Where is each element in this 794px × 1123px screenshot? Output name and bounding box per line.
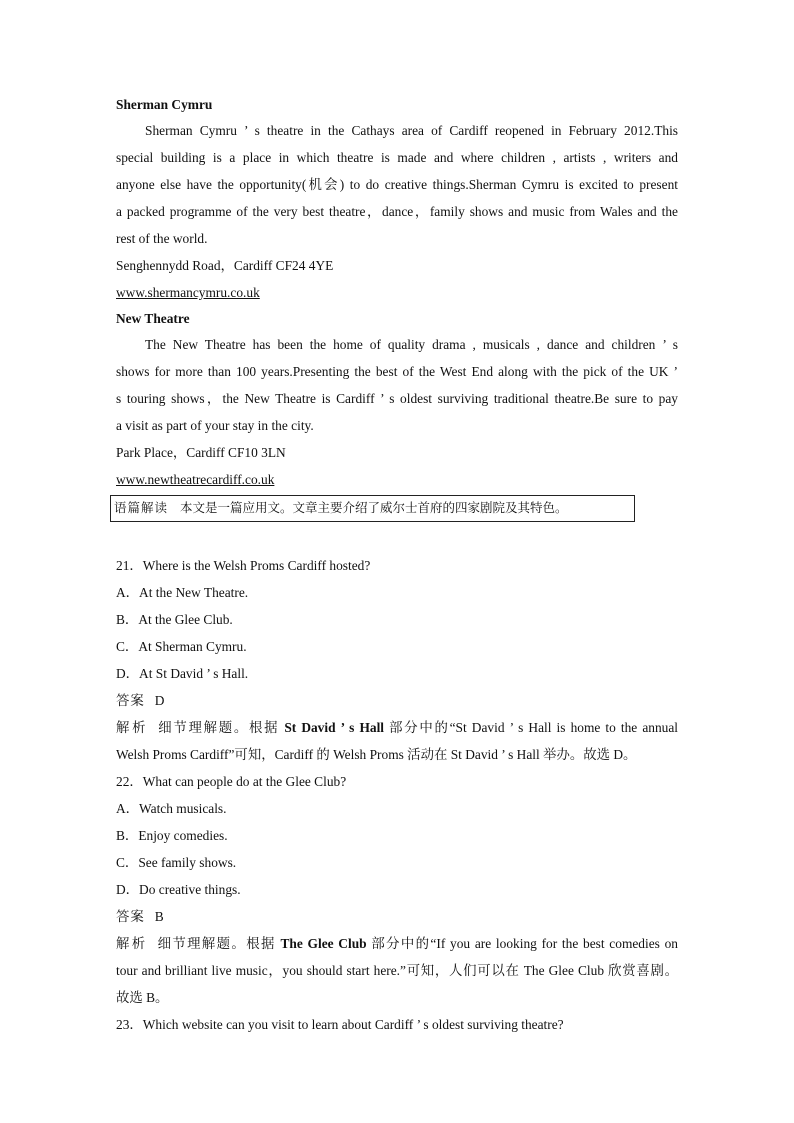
- document-page: [116, 92, 678, 1038]
- sherman-text-line: rest of the world.: [116, 231, 208, 246]
- newtheatre-text-line: a visit as part of your stay in the city.: [116, 418, 314, 433]
- analysis-box-label: 语篇解读: [114, 501, 169, 515]
- explanation-bold: St David ’ s Hall: [284, 720, 385, 735]
- explanation-text: 部分中的“St David ’ s Hall is home to the annual: [389, 720, 678, 735]
- explanation-label: 解析: [116, 720, 149, 735]
- question-21: 21．Where is the Welsh Proms Cardiff hosted?: [116, 558, 371, 573]
- q21-option-a: A．At the New Theatre.: [116, 585, 249, 600]
- sherman-text-line: Sherman Cymru ’ s theatre in the Cathays area of Cardiff reopened in February 2012.This: [145, 123, 678, 138]
- question-22: 22．What can people do at the Glee Club?: [116, 774, 347, 789]
- q22-explanation-line: [116, 930, 678, 957]
- answer-label: 答案: [116, 693, 145, 708]
- q22-option-a: A．Watch musicals.: [116, 801, 227, 816]
- newtheatre-text-line: shows for more than 100 years.Presenting the best of the West End along with the pick of the UK ’: [116, 364, 678, 379]
- sherman-text-line: a packed programme of the very best theatre，dance，family shows and music from Wales and the: [116, 204, 678, 219]
- q22-explanation-line: tour and brilliant live music，you should start here.”可知，人们可以在 The Glee Club 欣赏喜剧。: [116, 963, 678, 978]
- sherman-text-line: special building is a place in which theatre is made and where children , artists , writers and: [116, 150, 678, 165]
- explanation-text: 部分中的“If you are looking for the best comedies on: [371, 936, 678, 951]
- q22-answer: [116, 903, 678, 930]
- sherman-text-line: anyone else have the opportunity(机会) to do creative things.Sherman Cymru is excited to present: [116, 177, 678, 192]
- explanation-text: 细节理解题。根据: [157, 936, 276, 951]
- section-title-new-theatre: New Theatre: [116, 311, 190, 326]
- explanation-text: 细节理解题。根据: [158, 720, 280, 735]
- q22-option-d: D．Do creative things.: [116, 882, 241, 897]
- q22-explanation-line: 故选 B。: [116, 990, 169, 1005]
- newtheatre-text-line: s touring shows，the New Theatre is Cardiff ’ s oldest surviving traditional theatre.Be sure to pay: [116, 391, 678, 406]
- newtheatre-website-link[interactable]: www.newtheatrecardiff.co.uk: [116, 472, 275, 487]
- answer-value: D: [154, 693, 165, 708]
- q21-explanation-line: Welsh Proms Cardiff”可知，Cardiff 的 Welsh Proms 活动在 St David ’ s Hall 举办。故选 D。: [116, 747, 637, 762]
- analysis-box-text: 本文是一篇应用文。文章主要介绍了威尔士首府的四家剧院及其特色。: [180, 501, 568, 515]
- q22-option-c: C．See family shows.: [116, 855, 237, 870]
- q21-option-b: B．At the Glee Club.: [116, 612, 233, 627]
- question-23: 23．Which website can you visit to learn about Cardiff ’ s oldest surviving theatre?: [116, 1017, 564, 1032]
- q21-explanation-line: [116, 714, 678, 741]
- answer-value: B: [154, 909, 164, 924]
- q22-option-b: B．Enjoy comedies.: [116, 828, 228, 843]
- answer-label: 答案: [116, 909, 145, 924]
- spacer: [116, 522, 678, 552]
- q21-option-c: C．At Sherman Cymru.: [116, 639, 247, 654]
- newtheatre-address: Park Place，Cardiff CF10 3LN: [116, 445, 286, 460]
- explanation-label: 解析: [116, 936, 148, 951]
- section-title-sherman: Sherman Cymru: [116, 97, 213, 112]
- explanation-bold: The Glee Club: [280, 936, 367, 951]
- passage-analysis-box: [110, 495, 635, 522]
- newtheatre-text-line: The New Theatre has been the home of quality drama , musicals , dance and children ’ s: [145, 337, 678, 352]
- q21-option-d: D．At St David ’ s Hall.: [116, 666, 249, 681]
- sherman-website-link[interactable]: www.shermancymru.co.uk: [116, 285, 260, 300]
- q21-answer: [116, 687, 678, 714]
- sherman-address: Senghennydd Road，Cardiff CF24 4YE: [116, 258, 334, 273]
